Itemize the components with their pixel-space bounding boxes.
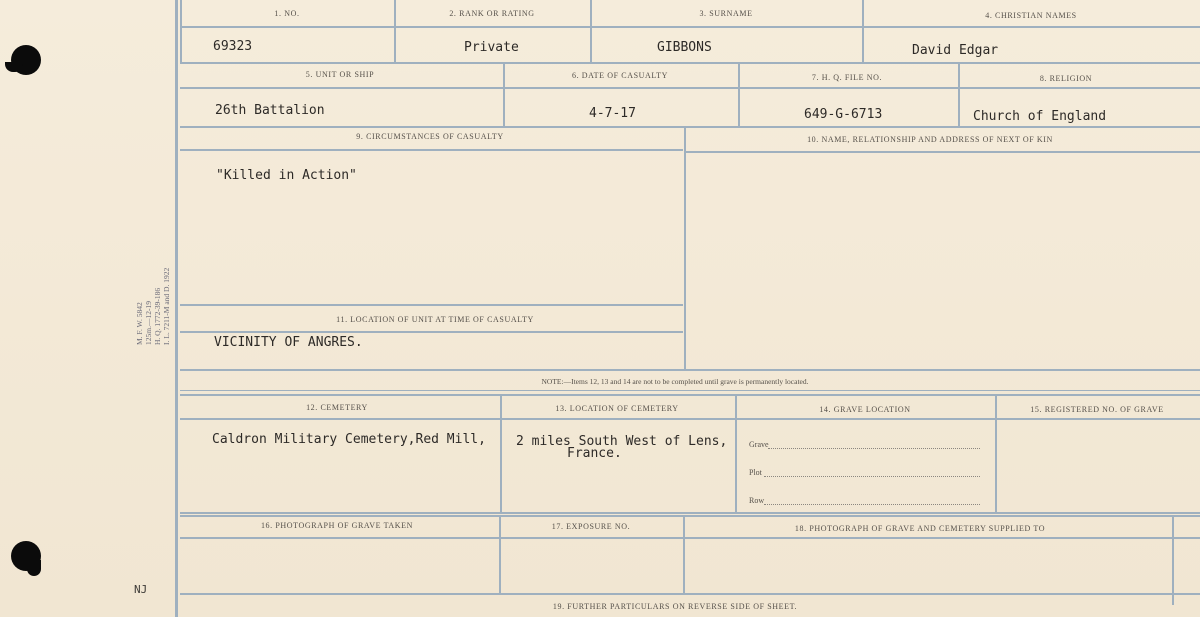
binder-hole-bottom-tail — [27, 560, 41, 576]
label-photo-supplied: 18. PHOTOGRAPH OF GRAVE AND CEMETERY SUPPLIED TO — [794, 524, 1046, 533]
clerk-initials: NJ — [134, 583, 148, 596]
label-surname: 3. SURNAME — [699, 9, 753, 18]
row4-bottom — [180, 512, 1200, 514]
row4-div2 — [735, 394, 737, 512]
value-rank: Private — [464, 40, 519, 55]
value-location-of-cemetery-line1: 2 miles South West of Lens, — [516, 434, 728, 449]
row2-div3 — [958, 64, 960, 127]
plot-field-label: Plot — [749, 468, 762, 477]
row5-top — [180, 515, 1200, 517]
row5-div2 — [683, 515, 685, 593]
plot-field-line — [764, 476, 980, 477]
label-date-of-casualty: 6. DATE OF CASUALTY — [571, 71, 669, 80]
row2-div2 — [738, 64, 740, 127]
value-date-of-casualty: 4-7-17 — [589, 106, 636, 121]
circumstances-bottom — [180, 304, 683, 306]
value-christian-names: David Edgar — [912, 43, 999, 58]
left-border — [175, 0, 178, 617]
row1-div3 — [862, 0, 864, 62]
next-of-kin-label-rule — [686, 151, 1200, 153]
label-location-of-unit: 11. LOCATION OF UNIT AT TIME OF CASUALTY — [336, 315, 534, 324]
footer-text: 19. FURTHER PARTICULARS ON REVERSE SIDE OF SHEET. — [552, 602, 798, 611]
value-location-of-unit: VICINITY OF ANGRES. — [214, 335, 363, 350]
right-border-bottom — [1172, 515, 1174, 605]
row-field-label: Row — [749, 496, 765, 505]
row5-div1 — [499, 515, 501, 593]
note-text: NOTE:—Items 12, 13 and 14 are not to be completed until grave is permanently located. — [541, 377, 809, 386]
row1-div2 — [590, 0, 592, 62]
label-hq-file-no: 7. H. Q. FILE NO. — [811, 73, 883, 82]
row2-div1 — [503, 64, 505, 127]
row4-top — [180, 394, 1200, 396]
label-registered-no: 15. REGISTERED NO. OF GRAVE — [1030, 405, 1164, 414]
label-cemetery: 12. CEMETERY — [306, 403, 368, 412]
label-exposure-no: 17. EXPOSURE NO. — [551, 522, 631, 531]
value-hq-file-no: 649-G-6713 — [804, 107, 883, 122]
label-rank: 2. RANK OR RATING — [449, 9, 535, 18]
label-next-of-kin: 10. NAME, RELATIONSHIP AND ADDRESS OF NEXT OF KIN — [807, 135, 1053, 144]
label-religion: 8. RELIGION — [1039, 74, 1093, 83]
row4-div3 — [995, 394, 997, 512]
row3-bottom — [180, 369, 1200, 371]
value-cemetery: Caldron Military Cemetery,Red Mill, — [212, 432, 486, 447]
label-christian-names: 4. CHRISTIAN NAMES — [985, 11, 1077, 20]
row4-div1 — [500, 394, 502, 512]
grave-field-line — [768, 448, 980, 449]
value-circumstances: "Killed in Action" — [216, 168, 357, 183]
side-print-4: I. L. 7211-M and D. 1922 — [162, 267, 171, 345]
value-no: 69323 — [213, 39, 253, 54]
side-print-2: 125m.—12-19 — [144, 301, 153, 345]
value-unit: 26th Battalion — [215, 103, 325, 118]
label-location-of-cemetery: 13. LOCATION OF CEMETERY — [555, 404, 679, 413]
label-circumstances: 9. CIRCUMSTANCES OF CASUALTY — [356, 132, 504, 141]
value-religion: Church of England — [973, 109, 1107, 124]
label-grave-location: 14. GRAVE LOCATION — [819, 405, 911, 414]
row2-bottom — [180, 126, 1200, 128]
label-unit: 5. UNIT OR SHIP — [305, 70, 375, 79]
row5-bottom — [180, 593, 1200, 595]
row1-div1 — [394, 0, 396, 62]
note-rule — [180, 390, 1200, 391]
side-print-3: H. Q. 1772-39-186 — [153, 287, 162, 345]
row-field-line — [764, 504, 980, 505]
row4-label-rule — [180, 418, 1200, 420]
row1-label-rule — [180, 26, 1200, 28]
label-photo-taken: 16. PHOTOGRAPH OF GRAVE TAKEN — [260, 521, 414, 530]
side-print-1: M. F. W. 5842 — [135, 302, 144, 345]
row1-bottom — [180, 62, 1200, 64]
circumstances-label-rule — [180, 149, 683, 151]
row1-left — [180, 0, 182, 62]
row2-label-rule — [180, 87, 1200, 89]
value-location-of-cemetery-line2: France. — [567, 446, 622, 461]
row5-label-rule — [180, 537, 1200, 539]
label-no: 1. NO. — [274, 9, 300, 18]
location-unit-label-rule — [180, 331, 683, 333]
value-surname: GIBBONS — [657, 40, 712, 55]
row3-div — [684, 128, 686, 370]
grave-field-label: Grave — [749, 440, 769, 449]
